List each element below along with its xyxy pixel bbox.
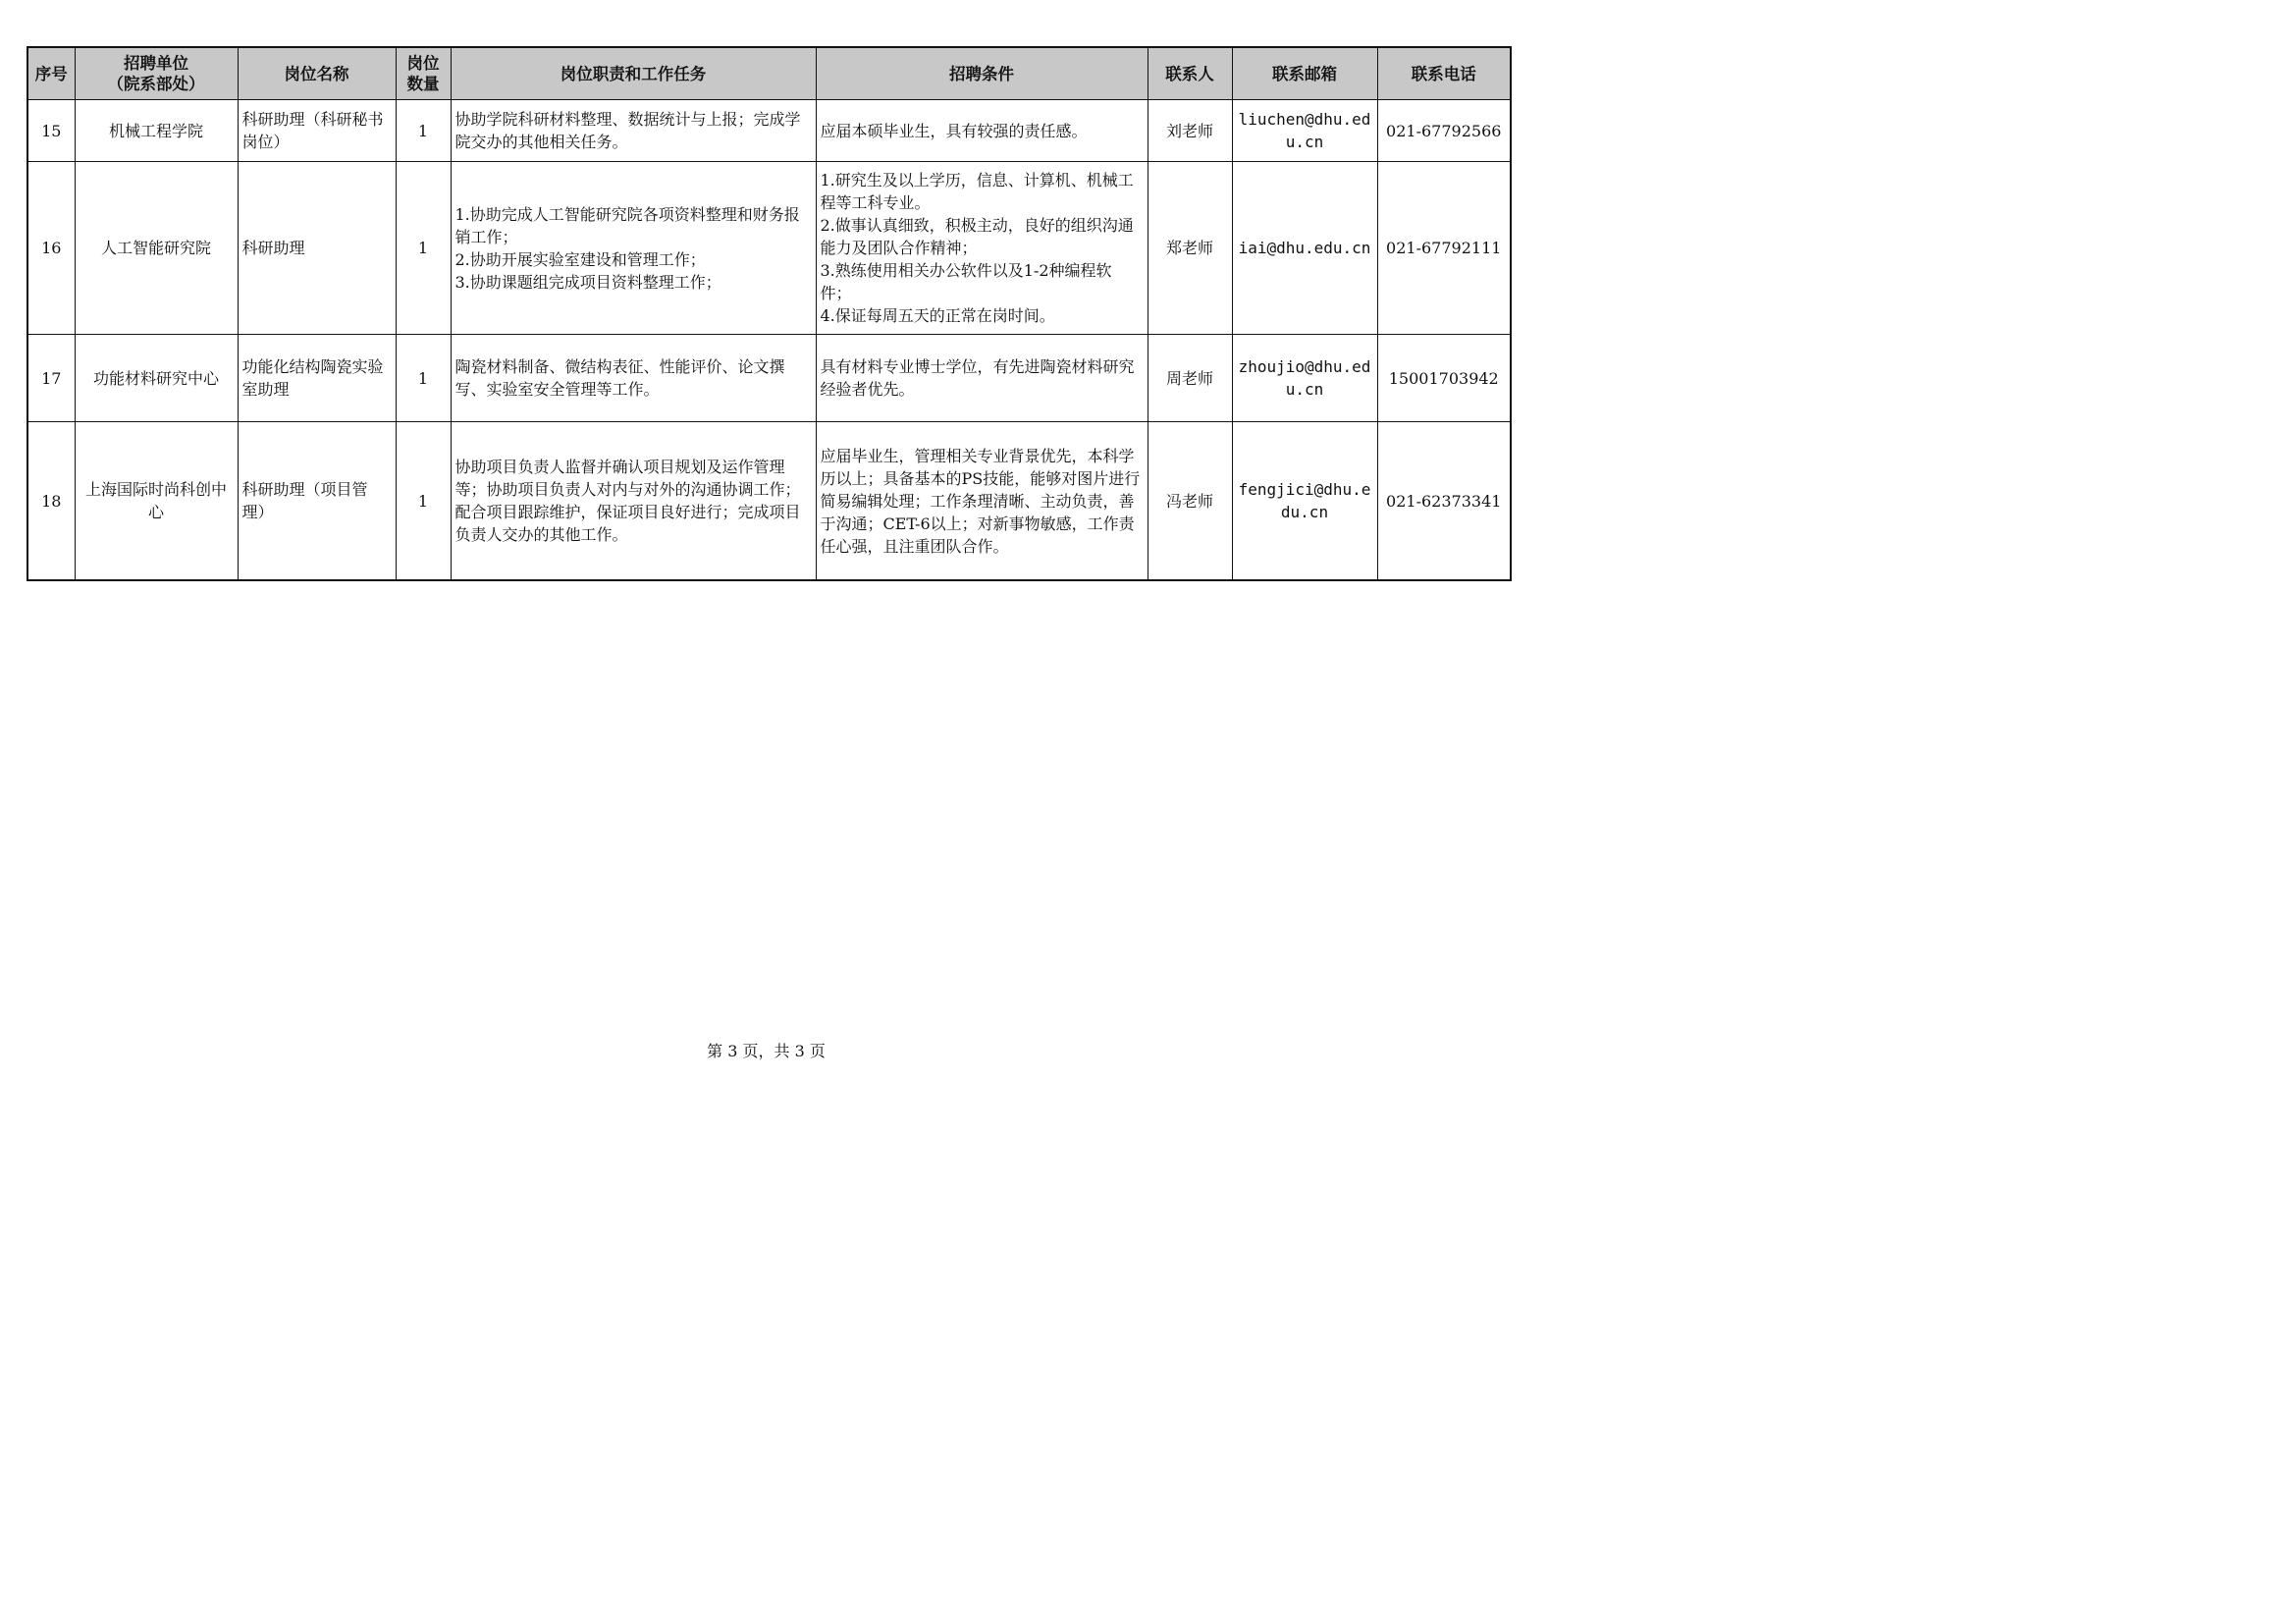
cell-contact: 刘老师 xyxy=(1148,100,1232,162)
table-row xyxy=(27,422,1511,581)
cell-email: zhoujio@dhu.edu.cn xyxy=(1232,335,1377,422)
header-seq: 序号 xyxy=(27,47,75,100)
cell-duties: 协助学院科研材料整理、数据统计与上报；完成学院交办的其他相关任务。 xyxy=(451,100,816,162)
cell-requirements: 具有材料专业博士学位，有先进陶瓷材料研究经验者优先。 xyxy=(816,335,1148,422)
cell-seq: 17 xyxy=(27,335,75,422)
cell-duties: 陶瓷材料制备、微结构表征、性能评价、论文撰写、实验室安全管理等工作。 xyxy=(451,335,816,422)
cell-position: 功能化结构陶瓷实验室助理 xyxy=(238,335,396,422)
cell-unit: 上海国际时尚科创中心 xyxy=(75,422,238,581)
cell-requirements: 应届毕业生，管理相关专业背景优先，本科学历以上；具备基本的PS技能，能够对图片进行简易编辑处理；工作条理清晰、主动负责，善于沟通；CET-6以上；对新事物敏感，工作责任心强，且注重团队合作。 xyxy=(816,422,1148,581)
table-row xyxy=(27,162,1511,335)
cell-count: 1 xyxy=(396,162,451,335)
cell-contact: 郑老师 xyxy=(1148,162,1232,335)
cell-seq: 15 xyxy=(27,100,75,162)
cell-unit: 机械工程学院 xyxy=(75,100,238,162)
header-requirements: 招聘条件 xyxy=(816,47,1148,100)
cell-phone: 021-62373341 xyxy=(1377,422,1511,581)
cell-position: 科研助理 xyxy=(238,162,396,335)
header-position: 岗位名称 xyxy=(238,47,396,100)
cell-unit: 人工智能研究院 xyxy=(75,162,238,335)
cell-count: 1 xyxy=(396,335,451,422)
cell-contact: 冯老师 xyxy=(1148,422,1232,581)
cell-requirements: 1.研究生及以上学历，信息、计算机、机械工程等工科专业。 2.做事认真细致，积极主动，良好的组织沟通能力及团队合作精神； 3.熟练使用相关办公软件以及1-2种编程软件； 4.保证每周五天的正常在岗时间。 xyxy=(816,162,1148,335)
page-footer: 第 3 页，共 3 页 xyxy=(707,1042,826,1060)
cell-count: 1 xyxy=(396,422,451,581)
cell-seq: 18 xyxy=(27,422,75,581)
cell-contact: 周老师 xyxy=(1148,335,1232,422)
table-header-row xyxy=(27,47,1511,100)
header-email: 联系邮箱 xyxy=(1232,47,1377,100)
cell-phone: 15001703942 xyxy=(1377,335,1511,422)
header-duties: 岗位职责和工作任务 xyxy=(451,47,816,100)
table-row xyxy=(27,100,1511,162)
header-unit: 招聘单位 （院系部处） xyxy=(75,47,238,100)
cell-phone: 021-67792111 xyxy=(1377,162,1511,335)
header-contact: 联系人 xyxy=(1148,47,1232,100)
cell-phone: 021-67792566 xyxy=(1377,100,1511,162)
cell-count: 1 xyxy=(396,100,451,162)
header-phone: 联系电话 xyxy=(1377,47,1511,100)
cell-requirements: 应届本硕毕业生，具有较强的责任感。 xyxy=(816,100,1148,162)
cell-position: 科研助理（科研秘书岗位） xyxy=(238,100,396,162)
cell-unit: 功能材料研究中心 xyxy=(75,335,238,422)
header-count: 岗位 数量 xyxy=(396,47,451,100)
cell-email: fengjici@dhu.edu.cn xyxy=(1232,422,1377,581)
cell-seq: 16 xyxy=(27,162,75,335)
cell-email: iai@dhu.edu.cn xyxy=(1232,162,1377,335)
cell-duties: 1.协助完成人工智能研究院各项资料整理和财务报销工作； 2.协助开展实验室建设和管理工作； 3.协助课题组完成项目资料整理工作； xyxy=(451,162,816,335)
cell-email: liuchen@dhu.edu.cn xyxy=(1232,100,1377,162)
recruitment-table xyxy=(27,46,1512,581)
cell-position: 科研助理（项目管理） xyxy=(238,422,396,581)
cell-duties: 协助项目负责人监督并确认项目规划及运作管理等；协助项目负责人对内与对外的沟通协调工作；配合项目跟踪维护，保证项目良好进行；完成项目负责人交办的其他工作。 xyxy=(451,422,816,581)
table-row xyxy=(27,335,1511,422)
